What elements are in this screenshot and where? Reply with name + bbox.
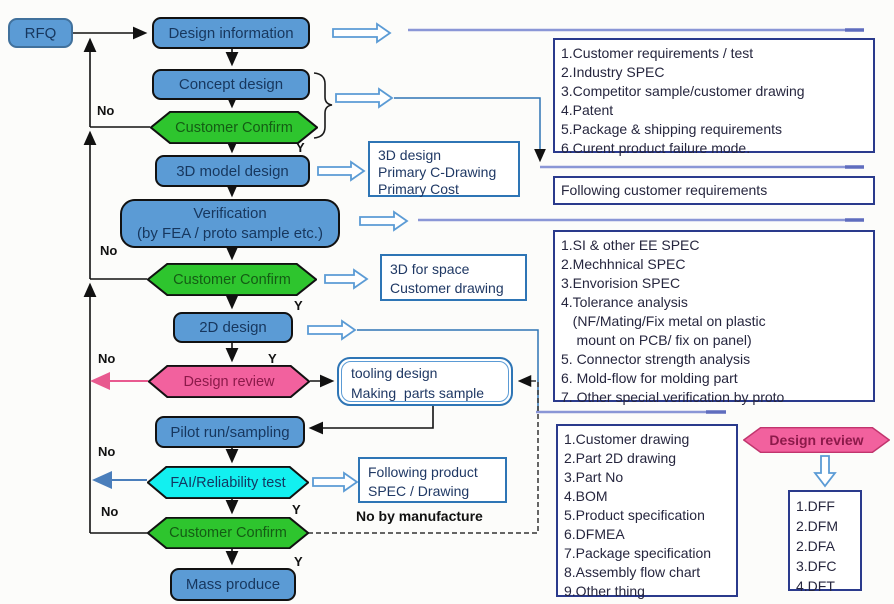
dfx-item: 1.DFF xyxy=(796,498,835,514)
node-mass-produce-label: Mass produce xyxy=(185,576,281,593)
node-2d-design xyxy=(173,312,293,343)
node-rfq-label: RFQ xyxy=(24,24,57,42)
note-3d-for-space-line1: 3D for space xyxy=(390,261,470,277)
label-yes-confirm1: Y xyxy=(296,140,305,155)
verification-spec-item: 3.Envorision SPEC xyxy=(561,275,681,291)
block-arrow-design-review-down xyxy=(815,456,835,486)
requirements-item: 4.Patent xyxy=(561,102,614,118)
node-tooling-design xyxy=(337,357,513,406)
node-fai-reliability-test xyxy=(147,466,309,499)
label-no-by-manufacture: No by manufacture xyxy=(356,508,483,524)
label-no-review: No xyxy=(98,351,116,366)
node-design-review-right-label: Design review xyxy=(769,432,864,448)
label-yes-confirm3: Y xyxy=(294,554,303,569)
verification-spec-item: (NF/Mating/Fix metal on plastic xyxy=(561,313,766,329)
node-design-review-label: Design review xyxy=(183,373,275,390)
note-following-product xyxy=(358,457,507,503)
note-3d-for-space-line2: Customer drawing xyxy=(390,280,504,296)
tooling-line1: tooling design xyxy=(351,365,438,381)
node-customer-confirm-2 xyxy=(147,263,317,296)
note-3d-for-space xyxy=(380,254,527,301)
requirements-item: 5.Package & shipping requirements xyxy=(561,121,783,137)
node-design-information-label: Design information xyxy=(168,24,294,42)
node-customer-confirm-1 xyxy=(150,111,318,144)
label-no-fai: No xyxy=(98,444,116,459)
note-following-product-line1: Following product xyxy=(368,464,478,480)
node-verification-line1: Verification xyxy=(193,204,267,222)
following-customer-text: Following customer requirements xyxy=(561,182,768,198)
label-yes-confirm2: Y xyxy=(294,298,303,313)
output-doc-item: 5.Product specification xyxy=(564,507,705,523)
node-customer-confirm-3 xyxy=(147,517,309,549)
label-no-confirm3: No xyxy=(101,504,119,519)
output-doc-item: 8.Assembly flow chart xyxy=(564,564,701,580)
output-doc-item: 3.Part No xyxy=(564,469,624,485)
node-design-review-right xyxy=(743,427,890,453)
dfx-item: 3.DFC xyxy=(796,558,837,574)
verification-spec-item: 2.Mechhnical SPEC xyxy=(561,256,686,272)
requirements-item: 6.Curent product failure mode. xyxy=(561,140,751,156)
note-3d-design-line2: Primary C-Drawing xyxy=(378,164,497,180)
node-design-review xyxy=(148,365,310,398)
node-customer-confirm-2-label: Customer Confirm xyxy=(173,271,291,288)
block-arrow-confirm2 xyxy=(325,270,367,288)
node-customer-confirm-3-label: Customer Confirm xyxy=(169,525,287,541)
node-customer-confirm-1-label: Customer Confirm xyxy=(175,119,293,136)
arrow-tooling-pilot xyxy=(311,406,433,428)
verification-spec-item: 7. Other special verification by proto xyxy=(561,389,785,405)
block-arrow-2d xyxy=(308,321,355,339)
requirements-item: 1.Customer requirements / test xyxy=(561,45,754,61)
note-3d-design-line3: Primary Cost xyxy=(378,181,459,197)
node-concept-design xyxy=(152,69,310,100)
label-yes-fai: Y xyxy=(292,502,301,517)
dfx-item: 4.DFT xyxy=(796,578,835,594)
box-verification-specs xyxy=(553,230,875,405)
node-concept-design-label: Concept design xyxy=(178,76,284,93)
node-design-information xyxy=(152,17,310,49)
note-3d-design xyxy=(368,141,520,197)
block-arrow-3dmodel xyxy=(318,162,364,180)
block-arrow-fai xyxy=(313,473,357,491)
box-requirements xyxy=(553,38,875,156)
output-doc-item: 7.Package specification xyxy=(564,545,712,561)
output-doc-item: 6.DFMEA xyxy=(564,526,625,542)
requirements-item: 2.Industry SPEC xyxy=(561,64,665,80)
block-arrow-verification xyxy=(360,212,407,230)
label-no-confirm1: No xyxy=(97,103,115,118)
verification-spec-item: 4.Tolerance analysis xyxy=(561,294,688,310)
verification-spec-item: 5. Connector strength analysis xyxy=(561,351,751,367)
dfx-item: 2.DFM xyxy=(796,518,838,534)
verification-spec-item: 6. Mold-flow for molding part xyxy=(561,370,738,386)
node-2d-design-label: 2D design xyxy=(199,319,267,336)
tooling-line2: Making parts sample xyxy=(351,385,485,401)
node-3d-model-design-label: 3D model design xyxy=(176,162,289,180)
box-following-customer xyxy=(553,176,875,205)
verification-spec-item: mount on PCB/ fix on panel) xyxy=(561,332,752,348)
note-following-product-line2: SPEC / Drawing xyxy=(368,483,470,499)
node-rfq xyxy=(8,18,73,48)
node-tooling-design-inner xyxy=(341,361,509,402)
requirements-item: 3.Competitor sample/customer drawing xyxy=(561,83,805,99)
node-verification-line2: (by FEA / proto sample etc.) xyxy=(137,224,323,242)
label-yes-review: Y xyxy=(268,351,277,366)
verification-spec-item: 1.SI & other EE SPEC xyxy=(561,237,700,253)
node-mass-produce xyxy=(170,568,296,601)
block-arrow-concept xyxy=(336,89,392,107)
block-arrow-design-info xyxy=(333,24,390,42)
output-doc-item: 4.BOM xyxy=(564,488,608,504)
node-3d-model-design xyxy=(155,155,310,187)
node-fai-reliability-test-label: FAI/Reliability test xyxy=(170,474,286,491)
output-doc-item: 9.Other thing xyxy=(564,583,645,599)
box-dfx xyxy=(788,490,862,594)
node-pilot-run xyxy=(155,416,305,448)
output-doc-item: 2.Part 2D drawing xyxy=(564,450,677,466)
box-output-documents xyxy=(556,424,738,597)
label-no-confirm2: No xyxy=(100,243,118,258)
output-doc-item: 1.Customer drawing xyxy=(564,431,690,447)
node-pilot-run-label: Pilot run/sampling xyxy=(170,423,290,441)
dfx-item: 2.DFA xyxy=(796,538,835,554)
note-3d-design-line1: 3D design xyxy=(378,147,442,163)
node-verification xyxy=(120,199,340,248)
